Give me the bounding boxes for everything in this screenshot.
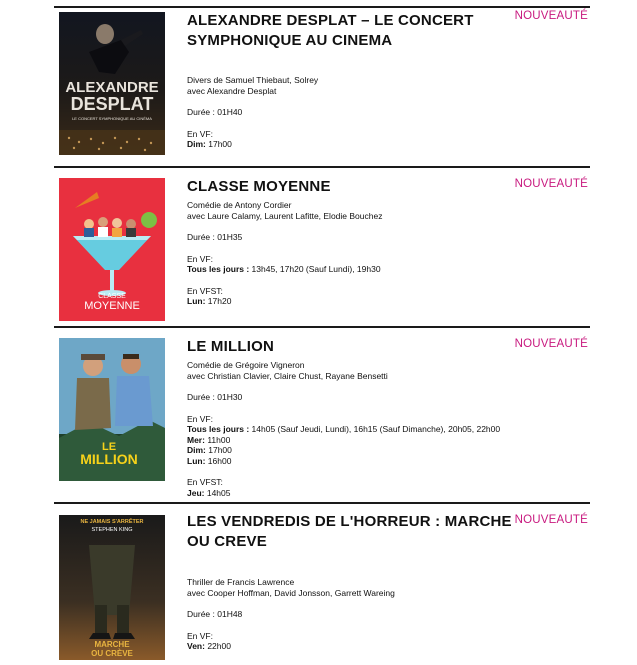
movie-info — [187, 75, 318, 150]
poster-title-line2: DESPLAT — [70, 94, 154, 114]
movie-listing — [54, 326, 590, 504]
showtime-line — [187, 445, 500, 456]
movie-genre: Divers de Samuel Thiebaut, Solrey — [187, 75, 319, 85]
showtime-times: 11h00 — [204, 434, 231, 445]
poster-tagline: NE JAMAIS S'ARRÊTER — [80, 519, 144, 525]
movie-title[interactable]: LE MILLION — [187, 338, 274, 355]
movie-genre: Thriller de Francis Lawrence — [187, 577, 295, 587]
movie-listing — [54, 6, 590, 168]
version-label: En VF: — [187, 128, 213, 139]
poster-title-line1: LE — [101, 441, 117, 453]
showtime-line — [187, 488, 500, 499]
showtime-times: 13h45, 17h20 (Sauf Lundi), 19h30 — [249, 264, 381, 274]
poster-title-line1: CLASSE — [98, 293, 126, 300]
showtime-times: 16h00 — [205, 455, 232, 466]
movie-cast: avec Laure Calamy, Laurent Lafitte, Elodie Bouchez — [187, 210, 383, 221]
showtime-line — [187, 435, 500, 446]
showtime-line — [187, 424, 500, 435]
showtime-day: Lun: — [187, 455, 206, 466]
movie-info — [187, 200, 382, 307]
movie-poster[interactable] — [59, 338, 165, 481]
movie-title[interactable]: ALEXANDRE DESPLAT – LE CONCERT SYMPHONIQUE AU CINEMA — [187, 12, 474, 49]
showtime-day: Dim: — [187, 445, 206, 455]
showtime-day: Tous les jours : — [187, 424, 250, 434]
poster-title-line2: MILLION — [80, 451, 138, 467]
showtime-day: Tous les jours : — [187, 264, 250, 274]
movie-genre: Comédie de Antony Cordier — [187, 200, 292, 210]
showtime-day: Lun: — [187, 296, 206, 306]
movie-listing — [54, 166, 590, 328]
poster-author: STEPHEN KING — [91, 527, 133, 533]
poster-title-line2: MOYENNE — [84, 300, 140, 312]
poster-subtitle: LE CONCERT SYMPHONIQUE AU CINÉMA — [72, 116, 152, 121]
movie-poster[interactable] — [59, 515, 165, 660]
movie-duration: Durée : 01H48 — [187, 609, 243, 619]
movie-info — [187, 577, 395, 652]
version-label: En VF: — [187, 630, 213, 641]
showtime-day: Ven: — [187, 641, 205, 651]
showtime-day: Dim: — [187, 139, 206, 149]
movie-genre: Comédie de Grégoire Vigneron — [187, 360, 305, 370]
new-release-badge: NOUVEAUTÉ — [514, 178, 588, 190]
new-release-badge: NOUVEAUTÉ — [514, 514, 588, 526]
movie-duration: Durée : 01H35 — [187, 232, 243, 242]
showtime-times: 17h20 — [205, 296, 232, 306]
version-label: En VF: — [187, 253, 213, 264]
showtime-times: 22h00 — [204, 641, 231, 651]
movie-listing — [54, 502, 590, 665]
movie-title[interactable]: CLASSE MOYENNE — [187, 178, 331, 195]
poster-title-line1: MARCHE — [94, 640, 130, 649]
showtime-line — [187, 139, 318, 150]
poster-title-line1: ALEXANDRE — [65, 79, 159, 96]
version-label: En VF: — [187, 413, 213, 424]
version-label: En VFST: — [187, 477, 223, 487]
showtime-line — [187, 264, 382, 275]
poster-title-line2: OU CRÈVE — [91, 649, 133, 658]
showtime-times: 17h00 — [205, 445, 232, 455]
showtime-times: 14h05 (Sauf Jeudi, Lundi), 16h15 (Sauf Dimanche), 20h05, 22h00 — [249, 424, 501, 434]
new-release-badge: NOUVEAUTÉ — [514, 10, 588, 22]
movie-duration: Durée : 01H40 — [187, 107, 243, 117]
movie-poster[interactable] — [59, 12, 165, 155]
showtime-line — [187, 456, 500, 467]
movie-poster[interactable] — [59, 178, 165, 321]
showtime-times: 14h05 — [204, 487, 231, 498]
showtime-day: Jeu: — [187, 487, 205, 498]
new-release-badge: NOUVEAUTÉ — [514, 338, 588, 350]
movie-title[interactable]: LES VENDREDIS DE L'HORREUR : MARCHE OU CREVE — [187, 513, 512, 550]
movie-cast: avec Cooper Hoffman, David Jonsson, Garrett Wareing — [187, 587, 395, 598]
showtime-day: Mer: — [187, 434, 205, 445]
showtime-line — [187, 296, 382, 307]
movie-cast: avec Alexandre Desplat — [187, 85, 277, 96]
movie-cast: avec Christian Clavier, Claire Chust, Rayane Bensetti — [187, 370, 388, 381]
movie-duration: Durée : 01H30 — [187, 392, 243, 402]
showtime-line — [187, 641, 395, 652]
showtime-times: 17h00 — [205, 139, 232, 149]
movie-info — [187, 360, 500, 498]
version-label: En VFST: — [187, 285, 223, 296]
